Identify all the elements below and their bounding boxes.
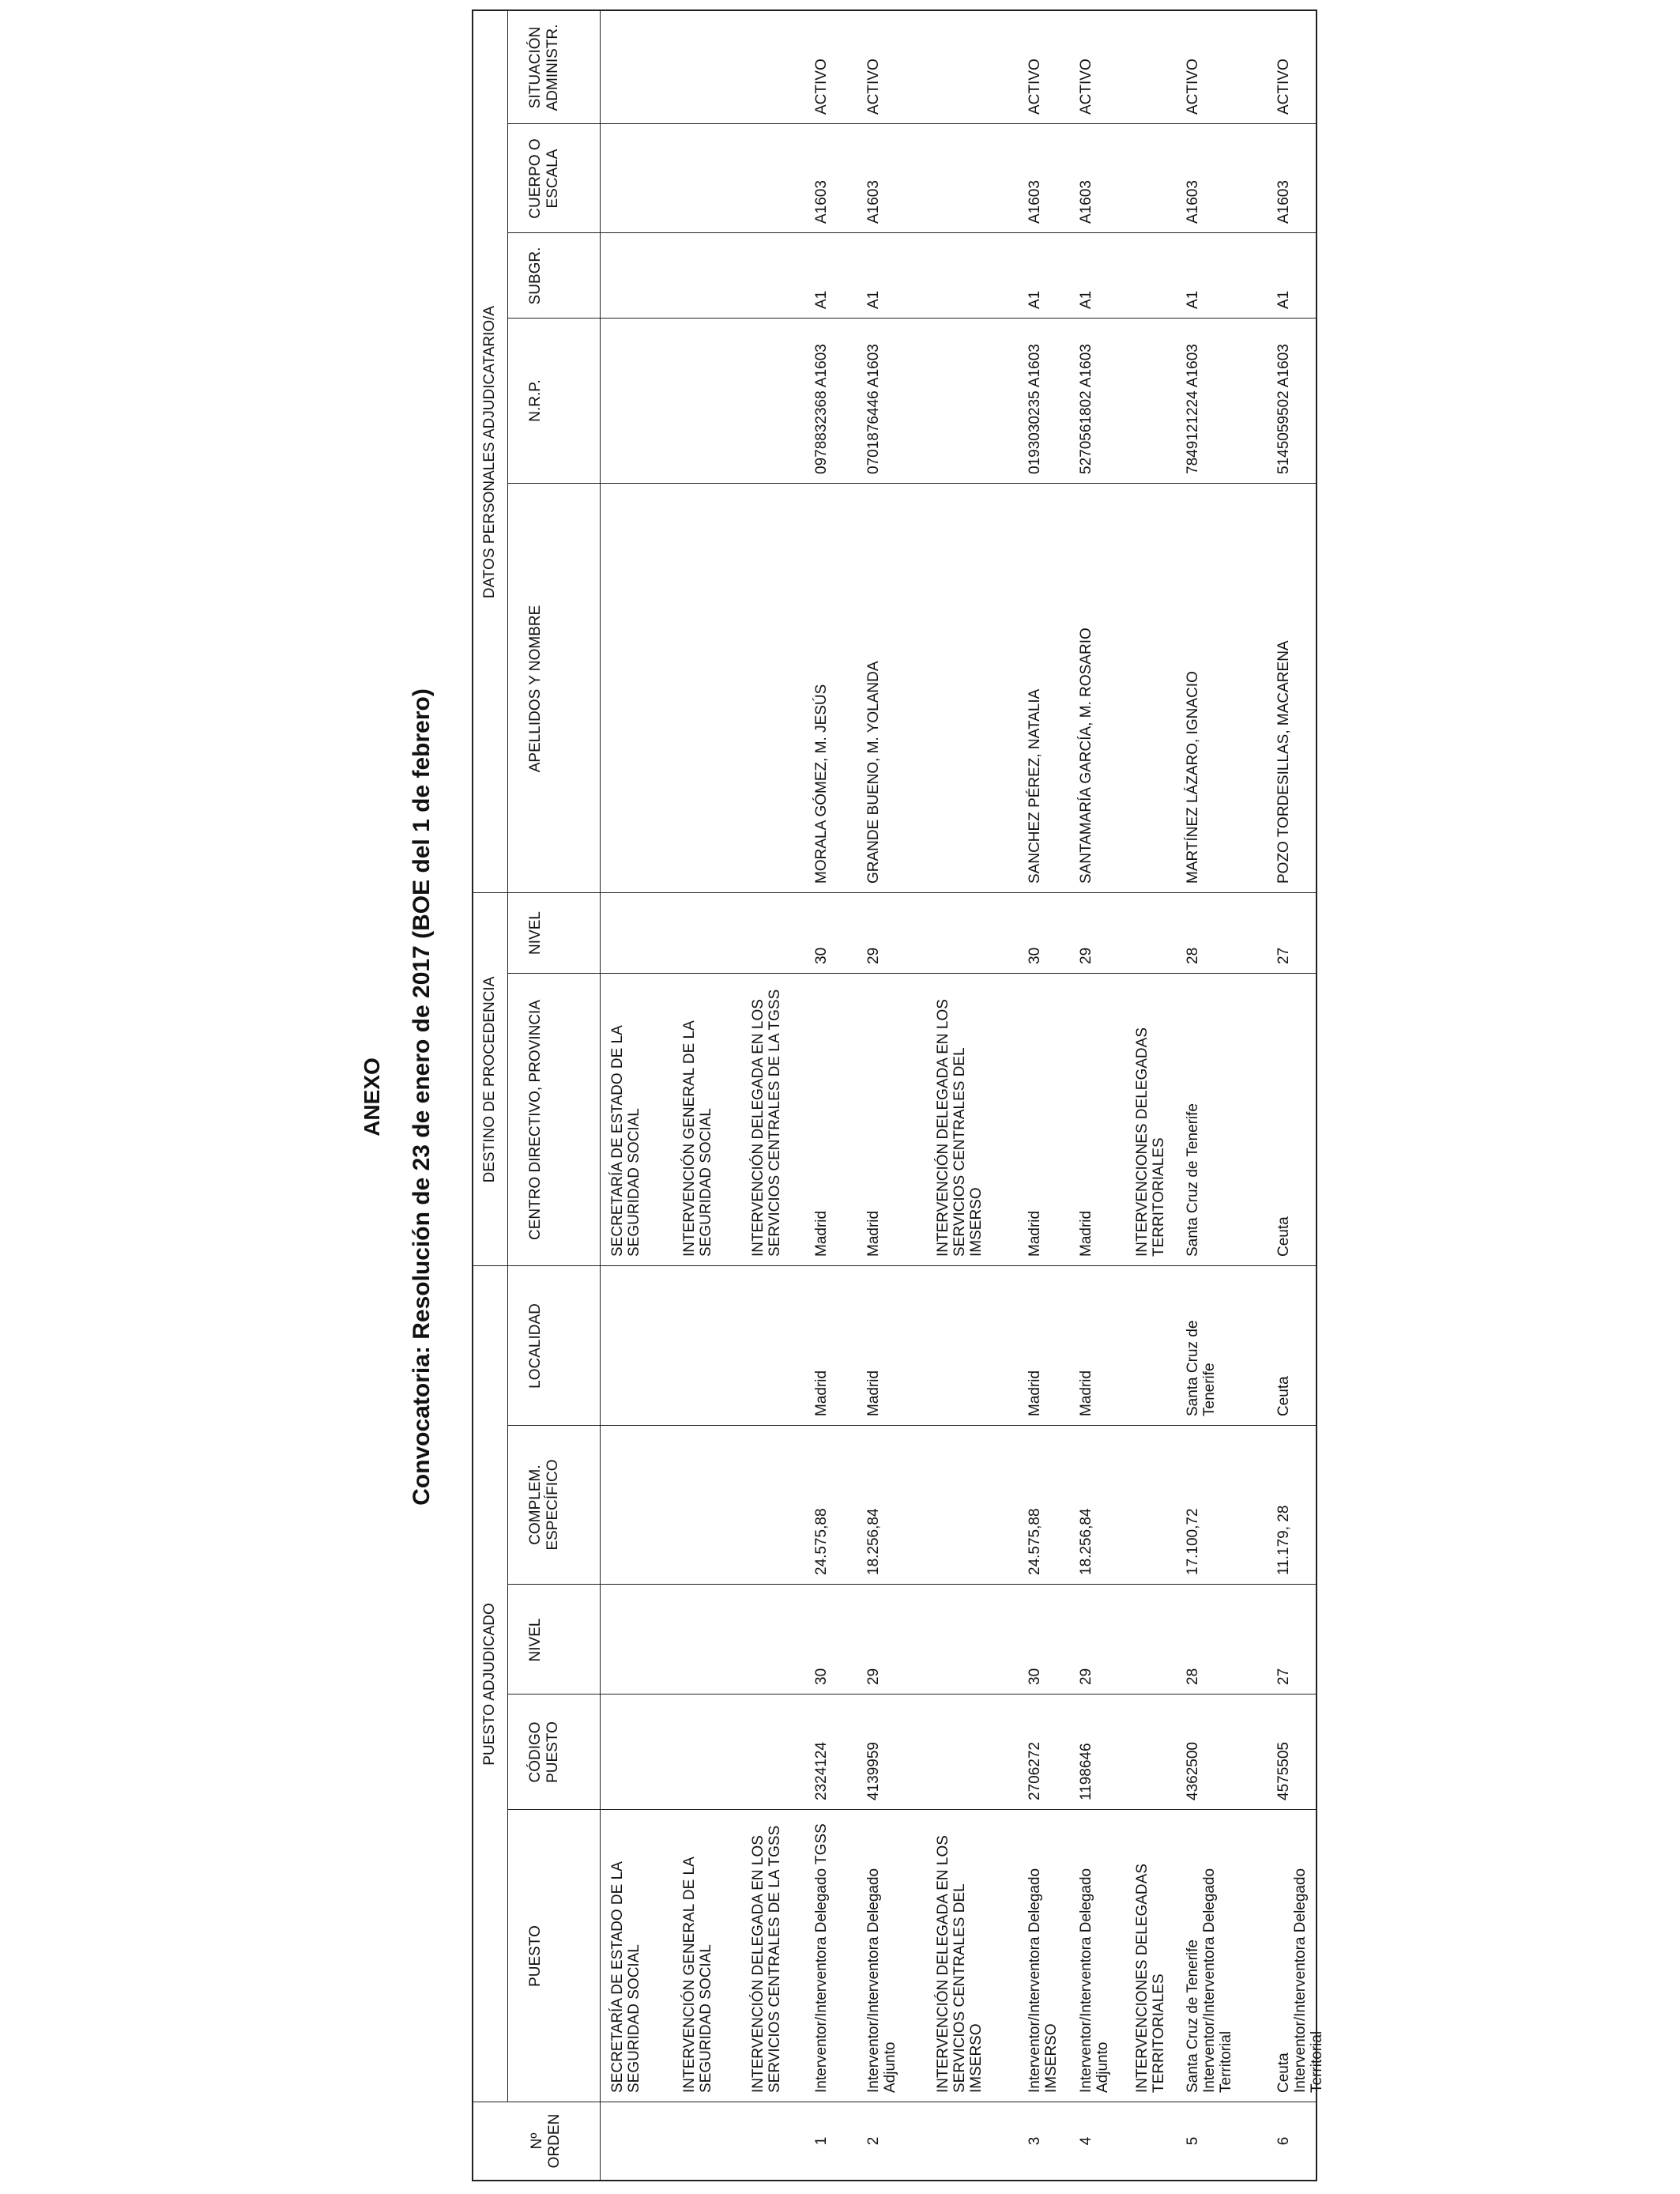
- table-cell-orden: 5: [1185, 2136, 1201, 2146]
- table-cell-subgr: A1: [1026, 290, 1043, 309]
- table-cell-apellidos: MARTÍNEZ LÁZARO, IGNACIO: [1185, 671, 1201, 884]
- table-cell-centro: Madrid: [865, 1210, 882, 1257]
- table-cell-puesto: Interventor/Interventora Delegado Adjunto: [1078, 1868, 1111, 2093]
- table-cell-situacion: ACTIVO: [1185, 58, 1201, 115]
- section-heading: SECRETARÍA DE ESTADO DE LA SEGURIDAD SOCIAL: [609, 1861, 642, 2093]
- table-cell-orden: 6: [1275, 2136, 1292, 2146]
- table-cell-orden: 4: [1078, 2136, 1094, 2146]
- table-cell-localidad: Madrid: [1026, 1370, 1043, 1416]
- col-header-puesto: PUESTO: [527, 1925, 544, 1987]
- table-cell-localidad: Santa Cruz de Tenerife: [1185, 1320, 1218, 1416]
- table-cell-nivel-proc: 28: [1185, 947, 1201, 964]
- table-cell-nivel-proc: 30: [1026, 947, 1043, 964]
- table-cell-situacion: ACTIVO: [1078, 58, 1094, 115]
- col-header-situacion: SITUACIÓN ADMINISTR.: [527, 24, 561, 111]
- table-cell-centro: Madrid: [1026, 1210, 1043, 1257]
- section-heading: INTERVENCIÓN DELEGADA EN LOS SERVICIOS CENTRALES DE LA TGSS: [750, 989, 783, 1257]
- table-cell-nrp: 0701876446 A1603: [865, 344, 882, 474]
- table-cell-localidad: Madrid: [865, 1370, 882, 1416]
- section-heading: INTERVENCIONES DELEGADAS TERRITORIALES: [1134, 1863, 1167, 2093]
- table-cell-subgr: A1: [1078, 290, 1094, 309]
- table-cell-puesto: Interventor/Interventora Delegado IMSERSO: [1026, 1868, 1060, 2093]
- table-cell-cuerpo: A1603: [1078, 180, 1094, 224]
- table-cell-cuerpo: A1603: [1026, 180, 1043, 224]
- table-cell-codigo: 2324124: [813, 1742, 830, 1800]
- table-cell-complemento: 11.179, 28: [1275, 1505, 1292, 1575]
- table-cell-subgr: A1: [1185, 290, 1201, 309]
- col-header-orden: Nº ORDEN: [529, 2113, 563, 2169]
- table-cell-centro: Santa Cruz de Tenerife: [1185, 1103, 1201, 1257]
- section-heading: INTERVENCIÓN DELEGADA EN LOS SERVICIOS CENTRALES DEL IMSERSO: [935, 1835, 985, 2093]
- col-header-centro: CENTRO DIRECTIVO, PROVINCIA: [527, 999, 544, 1241]
- table-cell-nivel: 28: [1185, 1668, 1201, 1685]
- table-cell-centro: Madrid: [1078, 1210, 1094, 1257]
- col-header-nivel: NIVEL: [527, 1618, 544, 1662]
- col-header-nivel-proc: NIVEL: [527, 911, 544, 955]
- table-cell-codigo: 4139959: [865, 1742, 882, 1800]
- table-cell-cuerpo: A1603: [813, 180, 830, 224]
- table-cell-nrp: 5145059502 A1603: [1275, 344, 1292, 474]
- col-header-nrp: N.R.P.: [527, 379, 544, 422]
- table-cell-nivel: 30: [1026, 1668, 1043, 1685]
- table-cell-orden: 3: [1026, 2136, 1043, 2146]
- table-cell-nivel: 27: [1275, 1668, 1292, 1685]
- table-cell-nivel: 30: [813, 1668, 830, 1685]
- table-cell-complemento: 24.575,88: [813, 1508, 830, 1575]
- table-cell-localidad: Ceuta: [1275, 1376, 1292, 1416]
- table-cell-apellidos: SANTAMARÍA GARCÍA, M. ROSARIO: [1078, 628, 1094, 884]
- table-cell-nivel-proc: 29: [1078, 947, 1094, 964]
- table-cell-cuerpo: A1603: [1185, 180, 1201, 224]
- table-cell-subgr: A1: [813, 290, 830, 309]
- group-header-datos: DATOS PERSONALES ADJUDICATARIO/A: [481, 305, 498, 599]
- table-cell-apellidos: SANCHEZ PÉREZ, NATALIA: [1026, 688, 1043, 884]
- table-cell-centro: Madrid: [813, 1210, 830, 1257]
- document-title: ANEXO: [360, 1057, 384, 1137]
- table-cell-situacion: ACTIVO: [865, 58, 882, 115]
- table-cell-orden: 1: [813, 2136, 830, 2146]
- table-cell-subgr: A1: [1275, 290, 1292, 309]
- table-cell-nrp: 7849121224 A1603: [1185, 344, 1201, 474]
- table-cell-nivel-proc: 30: [813, 947, 830, 964]
- table-cell-nrp: 0193030235 A1603: [1026, 344, 1043, 474]
- section-heading: INTERVENCIÓN DELEGADA EN LOS SERVICIOS CENTRALES DE LA TGSS: [750, 1825, 783, 2093]
- table-cell-codigo: 2706272: [1026, 1742, 1043, 1800]
- section-heading: INTERVENCIÓN GENERAL DE LA SEGURIDAD SOCIAL: [681, 1020, 714, 1257]
- table-cell-puesto: Ceuta Interventor/Interventora Delegado Territorial: [1275, 1868, 1325, 2093]
- table-cell-puesto: Interventor/Interventora Delegado Adjunto: [865, 1868, 898, 2093]
- table-grid: [472, 9, 1317, 2181]
- table-cell-localidad: Madrid: [1078, 1370, 1094, 1416]
- table-cell-situacion: ACTIVO: [1026, 58, 1043, 115]
- table-cell-apellidos: GRANDE BUENO, M. YOLANDA: [865, 661, 882, 884]
- table-cell-nivel-proc: 27: [1275, 947, 1292, 964]
- table-cell-complemento: 17.100,72: [1185, 1508, 1201, 1575]
- table-cell-situacion: ACTIVO: [1275, 58, 1292, 115]
- table-cell-nrp: 0978832368 A1603: [813, 344, 830, 474]
- table-cell-apellidos: POZO TORDESILLAS, MACARENA: [1275, 640, 1292, 884]
- col-header-subgr: SUBGR.: [527, 247, 544, 305]
- table-cell-nivel: 29: [1078, 1668, 1094, 1685]
- table-cell-complemento: 24.575,88: [1026, 1508, 1043, 1575]
- section-heading: INTERVENCIONES DELEGADAS TERRITORIALES: [1134, 1027, 1167, 1257]
- table-cell-localidad: Madrid: [813, 1370, 830, 1416]
- table-cell-nivel-proc: 29: [865, 947, 882, 964]
- table-cell-puesto: Santa Cruz de Tenerife Interventor/Interventora Delegado Territorial: [1185, 1868, 1234, 2093]
- table-cell-nrp: 5270561802 A1603: [1078, 344, 1094, 474]
- table-cell-cuerpo: A1603: [1275, 180, 1292, 224]
- col-header-cuerpo: CUERPO O ESCALA: [527, 138, 561, 219]
- table-cell-complemento: 18.256,84: [1078, 1508, 1094, 1575]
- table-cell-orden: 2: [865, 2136, 882, 2146]
- group-header-puesto: PUESTO ADJUDICADO: [481, 1603, 498, 1766]
- table-cell-complemento: 18.256,84: [865, 1508, 882, 1575]
- table-cell-codigo: 1198646: [1078, 1743, 1094, 1800]
- table-cell-puesto: Interventor/Interventora Delegado TGSS: [813, 1823, 830, 2093]
- col-header-apellidos: APELLIDOS Y NOMBRE: [527, 605, 544, 773]
- table-cell-cuerpo: A1603: [865, 180, 882, 224]
- section-heading: INTERVENCIÓN DELEGADA EN LOS SERVICIOS CENTRALES DEL IMSERSO: [935, 999, 985, 1257]
- document-subtitle: Convocatoria: Resolución de 23 de enero de 2017 (BOE del 1 de febrero): [409, 688, 435, 1506]
- col-header-codigo: CÓDIGO PUESTO: [527, 1721, 561, 1783]
- table-cell-codigo: 4362500: [1185, 1742, 1201, 1800]
- table-cell-codigo: 4575505: [1275, 1742, 1292, 1800]
- table-cell-centro: Ceuta: [1275, 1216, 1292, 1257]
- group-header-destino: DESTINO DE PROCEDENCIA: [481, 976, 498, 1183]
- table-cell-apellidos: MORALA GÓMEZ, M. JESÚS: [813, 684, 830, 884]
- col-header-localidad: LOCALIDAD: [527, 1303, 544, 1389]
- table-cell-nivel: 29: [865, 1668, 882, 1685]
- col-header-complemento: COMPLEM. ESPECÍFICO: [527, 1459, 561, 1551]
- section-heading: SECRETARÍA DE ESTADO DE LA SEGURIDAD SOCIAL: [609, 1025, 642, 1257]
- section-heading: INTERVENCIÓN GENERAL DE LA SEGURIDAD SOCIAL: [681, 1857, 714, 2093]
- table-cell-situacion: ACTIVO: [813, 58, 830, 115]
- table-cell-subgr: A1: [865, 290, 882, 309]
